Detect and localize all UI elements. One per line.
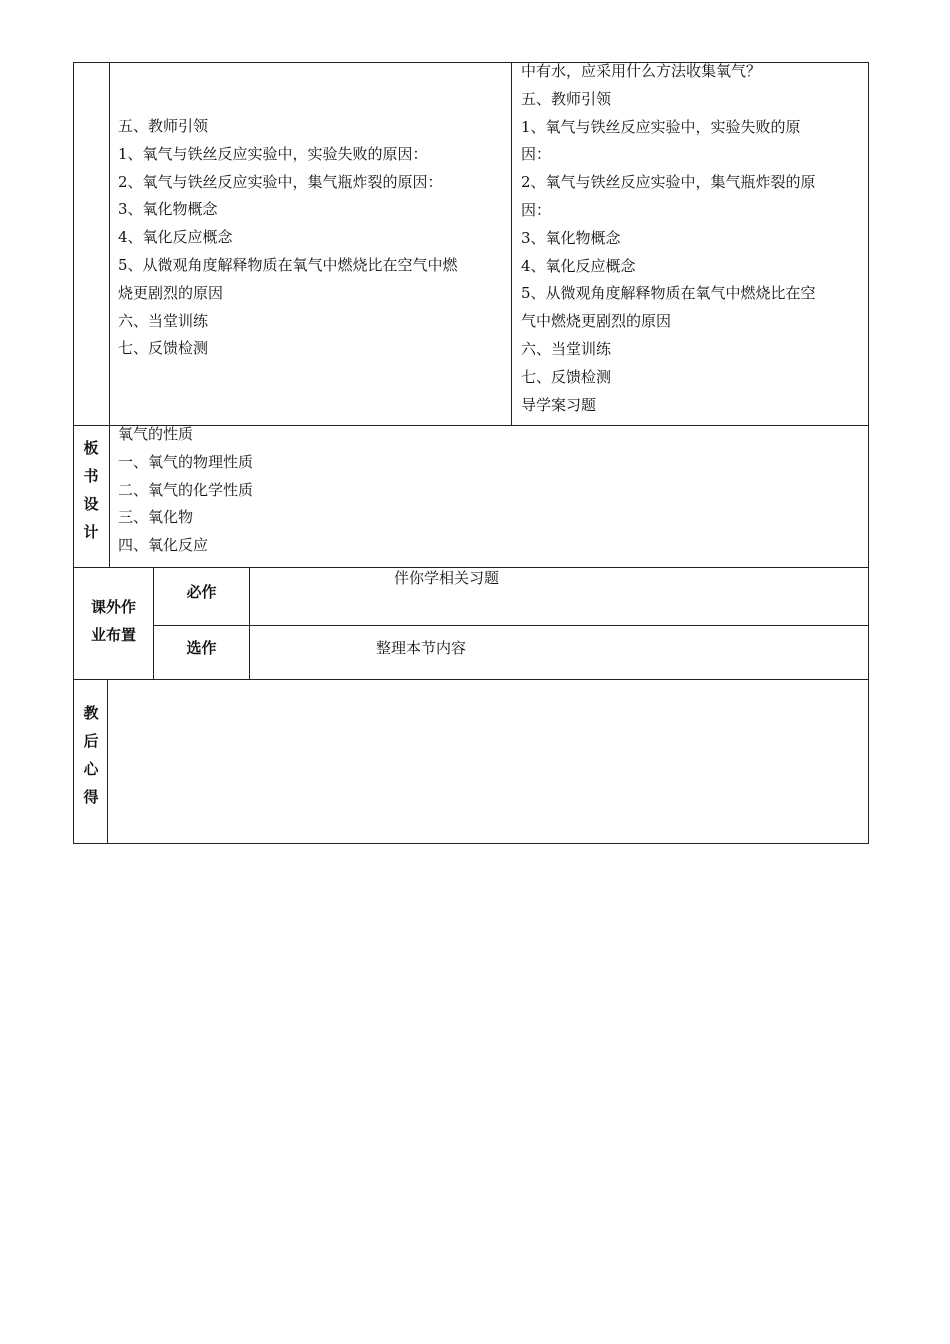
optional-homework-content: 整理本节内容 — [376, 639, 467, 657]
reflection-label-char: 得 — [83, 788, 99, 806]
label-column-divider-top — [109, 62, 110, 567]
teaching-left-line: 4、氧化反应概念 — [118, 228, 233, 247]
homework-label-line: 业布置 — [90, 626, 136, 644]
board-design-line: 四、氧化反应 — [118, 536, 209, 555]
homework-type-divider — [249, 567, 250, 679]
required-homework-content: 伴你学相关习题 — [394, 569, 500, 587]
reflection-content-area — [108, 680, 868, 843]
board-design-label-char: 板 — [83, 439, 99, 457]
teaching-right-line: 2、氧气与铁丝反应实验中，集气瓶炸裂的原 — [521, 173, 816, 192]
homework-label-line: 课外作 — [90, 598, 136, 616]
row-divider-homework-inner — [153, 625, 869, 626]
teaching-left-line: 七、反馈检测 — [118, 339, 209, 358]
teaching-right-line: 中有水，应采用什么方法收集氧气？ — [521, 62, 762, 80]
teaching-left-line: 1、氧气与铁丝反应实验中，实验失败的原因： — [118, 144, 428, 163]
table-right-border — [868, 62, 869, 844]
teaching-right-line: 1、氧气与铁丝反应实验中，实验失败的原 — [521, 117, 801, 136]
teaching-column-divider — [511, 62, 512, 425]
homework-label — [74, 593, 153, 649]
reflection-label-char: 后 — [83, 732, 99, 750]
teaching-right-column — [521, 58, 816, 419]
board-design-label-char: 书 — [83, 467, 99, 485]
teaching-right-line: 气中燃烧更剧烈的原因 — [521, 312, 672, 331]
board-design-content — [118, 421, 253, 560]
teaching-left-line: 五、教师引领 — [118, 117, 209, 135]
teaching-right-line: 因： — [521, 200, 552, 219]
required-homework-label: 必作 — [186, 583, 217, 601]
teaching-right-line: 五、教师引领 — [521, 89, 612, 108]
teaching-right-line: 4、氧化反应概念 — [521, 256, 636, 275]
teaching-left-column — [118, 113, 458, 363]
teaching-right-line: 七、反馈检测 — [521, 367, 612, 386]
teaching-right-line: 导学案习题 — [521, 395, 597, 414]
optional-homework-label: 选作 — [186, 639, 217, 657]
board-design-line: 一、氧气的物理性质 — [118, 452, 254, 471]
board-design-label — [74, 434, 108, 546]
board-design-line: 三、氧化物 — [118, 508, 194, 527]
teaching-right-line: 六、当堂训练 — [521, 339, 612, 358]
board-design-label-char: 计 — [83, 523, 99, 541]
table-bottom-border — [73, 843, 869, 844]
teaching-right-line: 因： — [521, 145, 552, 164]
board-design-line: 二、氧气的化学性质 — [118, 480, 254, 499]
teaching-left-line: 烧更剧烈的原因 — [118, 283, 224, 302]
reflection-label — [74, 699, 108, 811]
teaching-left-line: 5、从微观角度解释物质在氧气中燃烧比在空气中燃 — [118, 255, 458, 274]
board-design-line: 氧气的性质 — [118, 425, 194, 443]
teaching-left-line: 六、当堂训练 — [118, 311, 209, 330]
reflection-label-char: 教 — [83, 704, 99, 722]
board-design-label-char: 设 — [83, 495, 99, 513]
reflection-label-char: 心 — [83, 760, 99, 778]
teaching-right-line: 3、氧化物概念 — [521, 228, 621, 247]
teaching-right-line: 5、从微观角度解释物质在氧气中燃烧比在空 — [521, 284, 816, 303]
teaching-left-line: 3、氧化物概念 — [118, 200, 218, 219]
teaching-left-line: 2、氧气与铁丝反应实验中，集气瓶炸裂的原因： — [118, 172, 443, 191]
